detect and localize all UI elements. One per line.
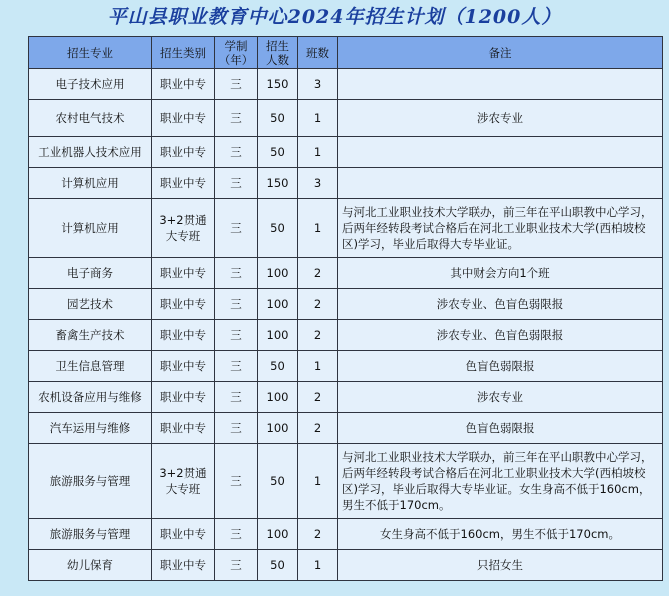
- cell-category: 职业中专: [152, 289, 215, 320]
- enrollment-plan-table: [28, 36, 663, 581]
- cell-category: 职业中专: [152, 413, 215, 444]
- header-note: 备注: [338, 37, 663, 69]
- cell-note: [338, 137, 663, 168]
- cell-major: 电子技术应用: [29, 69, 152, 100]
- cell-category: 职业中专: [152, 168, 215, 199]
- cell-major: 幼儿保育: [29, 550, 152, 581]
- cell-years: 三: [215, 69, 258, 100]
- cell-years: 三: [215, 289, 258, 320]
- cell-years: 三: [215, 444, 258, 519]
- cell-count: 150: [258, 69, 298, 100]
- cell-count: 50: [258, 351, 298, 382]
- cell-category: 职业中专: [152, 550, 215, 581]
- cell-count: 100: [258, 320, 298, 351]
- cell-note: 与河北工业职业技术大学联办，前三年在平山职教中心学习，后两年经转段考试合格后在河北工业职业技术大学(西柏坡校区)学习，毕业后取得大专毕业证。: [338, 199, 663, 258]
- cell-major: 计算机应用: [29, 168, 152, 199]
- table-row: [29, 382, 663, 413]
- cell-category: 3+2贯通大专班: [152, 199, 215, 258]
- cell-major: 工业机器人技术应用: [29, 137, 152, 168]
- cell-years: 三: [215, 351, 258, 382]
- cell-note: 色盲色弱限报: [338, 351, 663, 382]
- cell-major: 农机设备应用与维修: [29, 382, 152, 413]
- cell-major: 汽车运用与维修: [29, 413, 152, 444]
- header-category: 招生类别: [152, 37, 215, 69]
- cell-count: 50: [258, 444, 298, 519]
- cell-category: 3+2贯通大专班: [152, 444, 215, 519]
- table-row: [29, 351, 663, 382]
- cell-count: 100: [258, 289, 298, 320]
- cell-years: 三: [215, 168, 258, 199]
- cell-classes: 2: [298, 519, 338, 550]
- cell-category: 职业中专: [152, 100, 215, 137]
- header-count: 招生 人数: [258, 37, 298, 69]
- cell-note: 涉农专业: [338, 382, 663, 413]
- cell-classes: 1: [298, 550, 338, 581]
- cell-years: 三: [215, 550, 258, 581]
- table-row: [29, 444, 663, 519]
- cell-category: 职业中专: [152, 519, 215, 550]
- cell-category: 职业中专: [152, 69, 215, 100]
- table-row: [29, 258, 663, 289]
- cell-classes: 2: [298, 382, 338, 413]
- cell-category: 职业中专: [152, 320, 215, 351]
- cell-years: 三: [215, 413, 258, 444]
- table-row: [29, 100, 663, 137]
- cell-major: 卫生信息管理: [29, 351, 152, 382]
- table-row: [29, 519, 663, 550]
- cell-major: 畜禽生产技术: [29, 320, 152, 351]
- table-row: [29, 289, 663, 320]
- cell-classes: 2: [298, 258, 338, 289]
- cell-count: 100: [258, 258, 298, 289]
- table-row: [29, 69, 663, 100]
- cell-major: 园艺技术: [29, 289, 152, 320]
- cell-count: 50: [258, 199, 298, 258]
- cell-classes: 1: [298, 100, 338, 137]
- cell-category: 职业中专: [152, 382, 215, 413]
- cell-count: 50: [258, 137, 298, 168]
- table-row: [29, 168, 663, 199]
- cell-count: 100: [258, 413, 298, 444]
- cell-count: 100: [258, 382, 298, 413]
- cell-note: [338, 69, 663, 100]
- cell-count: 150: [258, 168, 298, 199]
- cell-classes: 2: [298, 320, 338, 351]
- cell-note: 女生身高不低于160cm，男生不低于170cm。: [338, 519, 663, 550]
- cell-classes: 1: [298, 199, 338, 258]
- cell-classes: 2: [298, 289, 338, 320]
- table-row: [29, 413, 663, 444]
- cell-years: 三: [215, 137, 258, 168]
- cell-major: 旅游服务与管理: [29, 444, 152, 519]
- cell-classes: 1: [298, 351, 338, 382]
- cell-note: 其中财会方向1个班: [338, 258, 663, 289]
- cell-years: 三: [215, 258, 258, 289]
- cell-category: 职业中专: [152, 137, 215, 168]
- cell-years: 三: [215, 320, 258, 351]
- cell-note: 涉农专业: [338, 100, 663, 137]
- header-classes: 班数: [298, 37, 338, 69]
- cell-count: 50: [258, 550, 298, 581]
- cell-years: 三: [215, 199, 258, 258]
- cell-major: 旅游服务与管理: [29, 519, 152, 550]
- cell-category: 职业中专: [152, 351, 215, 382]
- cell-major: 农村电气技术: [29, 100, 152, 137]
- cell-count: 50: [258, 100, 298, 137]
- cell-note: 涉农专业、色盲色弱限报: [338, 320, 663, 351]
- cell-years: 三: [215, 100, 258, 137]
- cell-classes: 3: [298, 69, 338, 100]
- page-title: 平山县职业教育中心2024年招生计划（1200人）: [107, 6, 562, 28]
- cell-years: 三: [215, 382, 258, 413]
- cell-classes: 3: [298, 168, 338, 199]
- table-header-row: [29, 37, 663, 69]
- cell-years: 三: [215, 519, 258, 550]
- table-row: [29, 550, 663, 581]
- cell-note: 只招女生: [338, 550, 663, 581]
- table-row: [29, 137, 663, 168]
- cell-note: 与河北工业职业技术大学联办，前三年在平山职教中心学习，后两年经转段考试合格后在河北工业职业技术大学(西柏坡校区)学习，毕业后取得大专毕业证。女生身高不低于160cm，男生不低于170cm。: [338, 444, 663, 519]
- header-years: 学制 （年）: [215, 37, 258, 69]
- header-major: 招生专业: [29, 37, 152, 69]
- cell-note: 色盲色弱限报: [338, 413, 663, 444]
- table-row: [29, 320, 663, 351]
- cell-note: [338, 168, 663, 199]
- table-row: [29, 199, 663, 258]
- cell-classes: 1: [298, 444, 338, 519]
- cell-classes: 1: [298, 137, 338, 168]
- cell-major: 电子商务: [29, 258, 152, 289]
- cell-note: 涉农专业、色盲色弱限报: [338, 289, 663, 320]
- cell-major: 计算机应用: [29, 199, 152, 258]
- cell-category: 职业中专: [152, 258, 215, 289]
- cell-count: 100: [258, 519, 298, 550]
- cell-classes: 2: [298, 413, 338, 444]
